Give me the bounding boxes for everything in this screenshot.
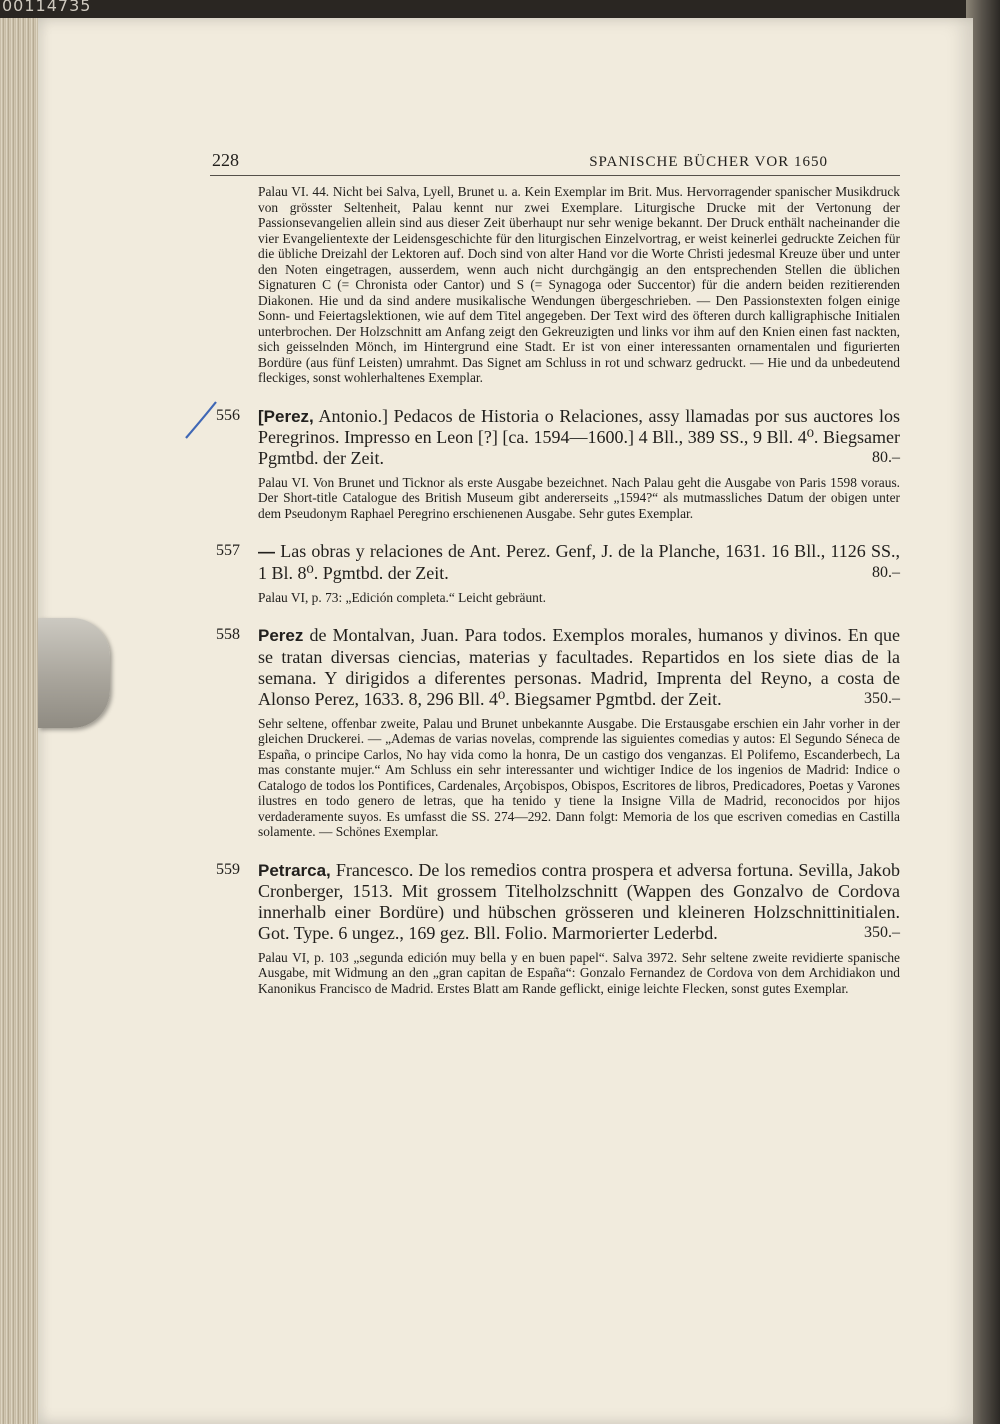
entry-number: 556 xyxy=(216,406,240,424)
entry-headword: Perez xyxy=(258,626,304,646)
entry-number: 559 xyxy=(216,860,240,878)
catalog-entry-558 xyxy=(210,625,900,839)
entry-body: de Montalvan, Juan. Para todos. Exemplos morales, humanos y divinos. En que se tratan diversas ciencias, materias y facultades. Repartidos en los siete dias de la semana. Y dirigidos a diferentes personas. Madrid, Imprenta del Reyno, a costa de Alonso Perez, 1633. 8, 296 Bll. 4⁰. Biegsamer Pgmtbd. der Zeit. xyxy=(258,625,900,709)
entry-price: 80.– xyxy=(872,564,900,582)
continuation-note: Palau VI. 44. Nicht bei Salva, Lyell, Brunet u. a. Kein Exemplar im Brit. Mus. Hervorragender spanischer Musikdruck von grösster Seltenheit, Palau kennt nur zwei Exemplare. Liturgische Drucke mit der Vertonung der Passionsevangelien allein sind aus dieser Zeit überhaupt nur sehr wenige bekannt. Der Druck enthält nacheinander die vier Evangelientexte der Leidensgeschichte für den liturgischen Einzelvortrag, er weist keinerlei gedruckte Zeichen für die übliche Dreizahl der Lektoren auf. Doch sind von alter Hand vor die Worte Christi jedesmal Kreuze über und unter den Noten eingetragen, ausserdem, wenn auch nicht durchgängig an den entsprechenden Stellen die üblichen Signaturen C (= Chronista oder Cantor) und S (= Synagoga oder Succentor) für die andern beiden rezitierenden Diakonen. Hie und da sind andere musikalische Wendungen übergeschrieben. — Den Passionstexten folgen einige Sonn- und Feiertagslektionen, wie auf dem Titel angegeben. Der Text wird des öfteren durch kalligraphische Initialen unterbrochen. Der Holzschnitt am Anfang zeigt den Gekreuzigten und links vor ihm auf den Knien einen fast nackten, sich geisselnden Mönch, im Hintergrund eine Stadt. Er ist von einer interessanten ornamentalen und figurierten Bordüre (aus fünf Leisten) umrahmt. Das Signet am Schluss in rot und schwarz gedruckt. — Hie und da unbedeutend fleckiges, sonst wohlerhaltenes Exemplar. xyxy=(258,184,900,385)
entry-note: Sehr seltene, offenbar zweite, Palau und Brunet unbekannte Ausgabe. Die Erstausgabe erschien ein Jahr vorher in der gleichen Druckerei. — „Ademas de varias novelas, comprende las siguientes comedias y autos: El Segundo Séneca de España, o principe Carlos, No hay vida como la honra, De un castigo dos venganzas. El Polifemo, Escanderbech, La mas constante mujer.“ Am Schluss ein sehr interessanter und wichtiger Indice de los ingenios de Madrid: Indice o Catalogo de todos los Pontifices, Cardenales, Arçobispos, Obispos, Escritores de libros, Predicadores, Poetas y Varones ilustres en todo genero de letras, que ha tenido y tiene la Insigne Villa de Madrid, reconocidos por hijos verdaderamente suyos. Es umfasst die SS. 274—292. Dann folgt: Memoria de los que escriven comedias en Castilla solamente. — Schönes Exemplar. xyxy=(258,715,900,840)
catalog-entry-559 xyxy=(210,860,900,997)
page-content xyxy=(210,150,900,996)
entry-note: Palau VI, p. 73: „Edición completa.“ Leicht gebräunt. xyxy=(258,589,546,605)
entry-price: 350.– xyxy=(864,689,900,707)
entry-note: Palau VI. Von Brunet und Ticknor als erste Ausgabe bezeichnet. Nach Palau geht die Ausgabe von Paris 1598 voraus. Der Short-title Catalogue des British Museum gibt andererseits „1594?“ als mutmassliches Datum der obigen unter dem Pseudonym Raphael Peregrino erschienenen Ausgabe. Sehr gutes Exemplar. xyxy=(258,474,900,521)
page-number: 228 xyxy=(212,150,239,170)
entry-description xyxy=(258,625,900,709)
entry-body: Francesco. De los remedios contra prospera et adversa fortuna. Sevilla, Jakob Cronberger, 1513. Mit grossem Titelholzschnitt (Wappen des Gonzalvo de Cordova innerhalb einer Bordüre) und hübschen grösseren und kleineren Holzschnittinitialen. Got. Type. 6 ungez., 169 gez. Bll. Folio. Marmorierter Lederbd. xyxy=(258,859,900,944)
pen-check-mark-icon xyxy=(182,400,220,440)
page-clip xyxy=(38,618,110,728)
page-header xyxy=(210,150,900,175)
catalog-entry-557 xyxy=(210,541,900,605)
entry-note: Palau VI, p. 103 „segunda edición muy bella y en buen papel“. Salva 3972. Sehr seltene zweite revidierte spanische Ausgabe, mit Widmung an den „gran capitan de España“: Gonzalo Fernandez de Cordova von dem Archidiakon und Kanonikus Francisco de Madrid. Erstes Blatt am Rande geflickt, einige leichte Flecken, sonst gutes Exemplar. xyxy=(258,949,900,996)
entry-price: 80.– xyxy=(872,449,900,467)
entry-description xyxy=(258,406,900,469)
header-rule xyxy=(210,175,900,176)
scan-id: 00114735 xyxy=(2,0,92,15)
entry-price: 350.– xyxy=(864,924,900,942)
entry-number: 557 xyxy=(216,542,240,560)
entry-headword: — xyxy=(258,542,275,562)
entry-headword: [Perez, xyxy=(258,406,314,426)
entry-description xyxy=(258,860,900,944)
entry-body: Las obras y relaciones de Ant. Perez. Genf, J. de la Planche, 1631. 16 Bll., 1126 SS., 1 Bl. 8⁰. Pgmtbd. der Zeit. xyxy=(258,541,900,584)
entry-body: Antonio.] Pedacos de Historia o Relaciones, assy llamadas por sus auctores los Peregrinos. Impresso en Leon [?] [ca. 1594—1600.] 4 Bll., 389 SS., 9 Bll. 4⁰. Biegsamer Pgmtbd. der Zeit. xyxy=(258,405,900,469)
catalog-entry-556 xyxy=(210,406,900,522)
running-title: SPANISCHE BÜCHER VOR 1650 xyxy=(589,154,828,170)
entry-headword: Petrarca, xyxy=(258,860,331,880)
entry-description xyxy=(258,541,900,584)
entry-number: 558 xyxy=(216,626,240,644)
